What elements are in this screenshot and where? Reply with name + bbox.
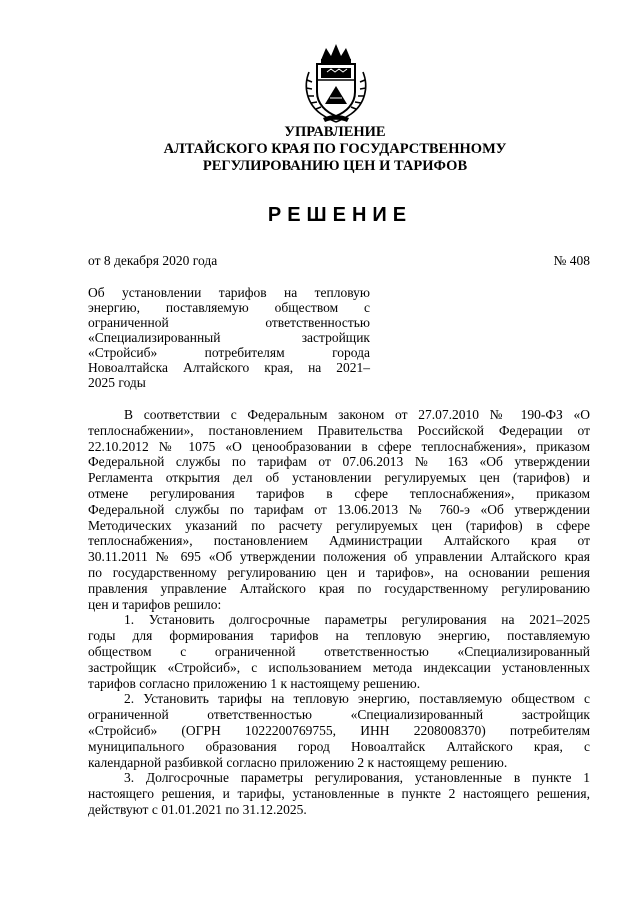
subject-line: 2025 годы — [88, 375, 146, 390]
body-text-line: отмене регулирования тарифов в сфере теплоснабжения», приказом — [88, 485, 590, 501]
body-text-line: тарифов согласно приложению 1 к настоящему решению. — [88, 675, 421, 691]
body-text-line: Методических указаний по расчету регулируемых цен (тарифов) в сфере — [88, 517, 590, 533]
body-text-line: 2. Установить тарифы на тепловую энергию, поставляемую обществом с — [124, 691, 590, 707]
body-text-line: действуют с 01.01.2021 по 31.12.2025. — [88, 801, 307, 817]
body-text-line: «Стройсиб» (ОГРН 1022200769755, ИНН 2208008370) потребителям — [88, 722, 590, 738]
authority-line-2: АЛТАЙСКОГО КРАЯ ПО ГОСУДАРСТВЕННОМУ — [163, 141, 507, 157]
issuing-authority — [0, 124, 640, 175]
body-text-line: ограниченной ответственностью «Специализированный застройщик — [88, 707, 590, 723]
body-text-line: теплоснабжении», постановлением Правительства Российской Федерации от — [88, 422, 590, 438]
coat-of-arms-emblem — [297, 42, 375, 124]
body-text-line: В соответствии с Федеральным законом от 27.07.2010 № 190-ФЗ «О — [124, 407, 590, 422]
document-body — [88, 407, 590, 818]
body-text-line: Регламента открытия дел об установлении регулируемых цен (тарифов) и — [88, 470, 590, 486]
document-number: № 408 — [553, 253, 590, 268]
body-text-line: 22.10.2012 № 1075 «О ценообразовании в сфере теплоснабжения», приказом — [88, 438, 590, 454]
authority-line-1: УПРАВЛЕНИЕ — [284, 124, 386, 140]
body-text-line: 3. Долгосрочные параметры регулирования, установленные в пункте 1 — [124, 770, 590, 786]
document-date: от 8 декабря 2020 года — [88, 253, 218, 268]
body-text-line: цен и тарифов решило: — [88, 596, 222, 612]
subject-line: Об установлении тарифов на тепловую — [88, 285, 370, 300]
document-type-title: РЕШЕНИЕ — [267, 204, 413, 226]
subject-line: «Стройсиб» потребителям города — [88, 345, 370, 360]
body-text-line: по государственному регулированию цен и тарифов», на основании решения — [88, 564, 590, 580]
body-text-line: теплоснабжения», постановлением Администрации Алтайского края от — [88, 533, 590, 549]
body-text-line: настоящего решения, и тарифы, установленные в пункте 2 настоящего решения, — [88, 786, 590, 802]
document-subject — [88, 285, 370, 390]
body-text-line: годы для формирования тарифов на тепловую энергию, поставляемую — [88, 628, 590, 644]
body-text-line: 30.11.2011 № 695 «Об утверждении положения об управлении Алтайского края — [88, 549, 590, 565]
body-text-line: 1. Установить долгосрочные параметры регулирования на 2021–2025 — [124, 612, 590, 628]
body-text-line: календарной разбивкой согласно приложению 2 к настоящему решению. — [88, 754, 508, 770]
body-text-line: Федеральной службы по тарифам от 07.06.2013 № 163 «Об утверждении — [88, 454, 590, 470]
body-text-line: Федеральной службы по тарифам от 13.06.2013 № 760-э «Об утверждении — [88, 501, 590, 517]
body-text-line: обществом с ограниченной ответственностью «Специализированный — [88, 643, 590, 659]
body-text-line: правления управление Алтайского края по государственному регулированию — [88, 580, 590, 596]
authority-line-3: РЕГУЛИРОВАНИЮ ЦЕН И ТАРИФОВ — [202, 158, 468, 174]
subject-line: «Специализированный застройщик — [88, 330, 370, 345]
subject-line: энергию, поставляемую обществом с — [88, 300, 370, 315]
body-text-line: застройщик «Стройсиб», с использованием метода индексации установленных — [88, 659, 590, 675]
subject-line: ограниченной ответственностью — [88, 315, 370, 330]
body-text-line: муниципального образования город Новоалтайск Алтайского края, с — [88, 738, 590, 754]
subject-line: Новоалтайска Алтайского края, на 2021– — [88, 360, 370, 375]
